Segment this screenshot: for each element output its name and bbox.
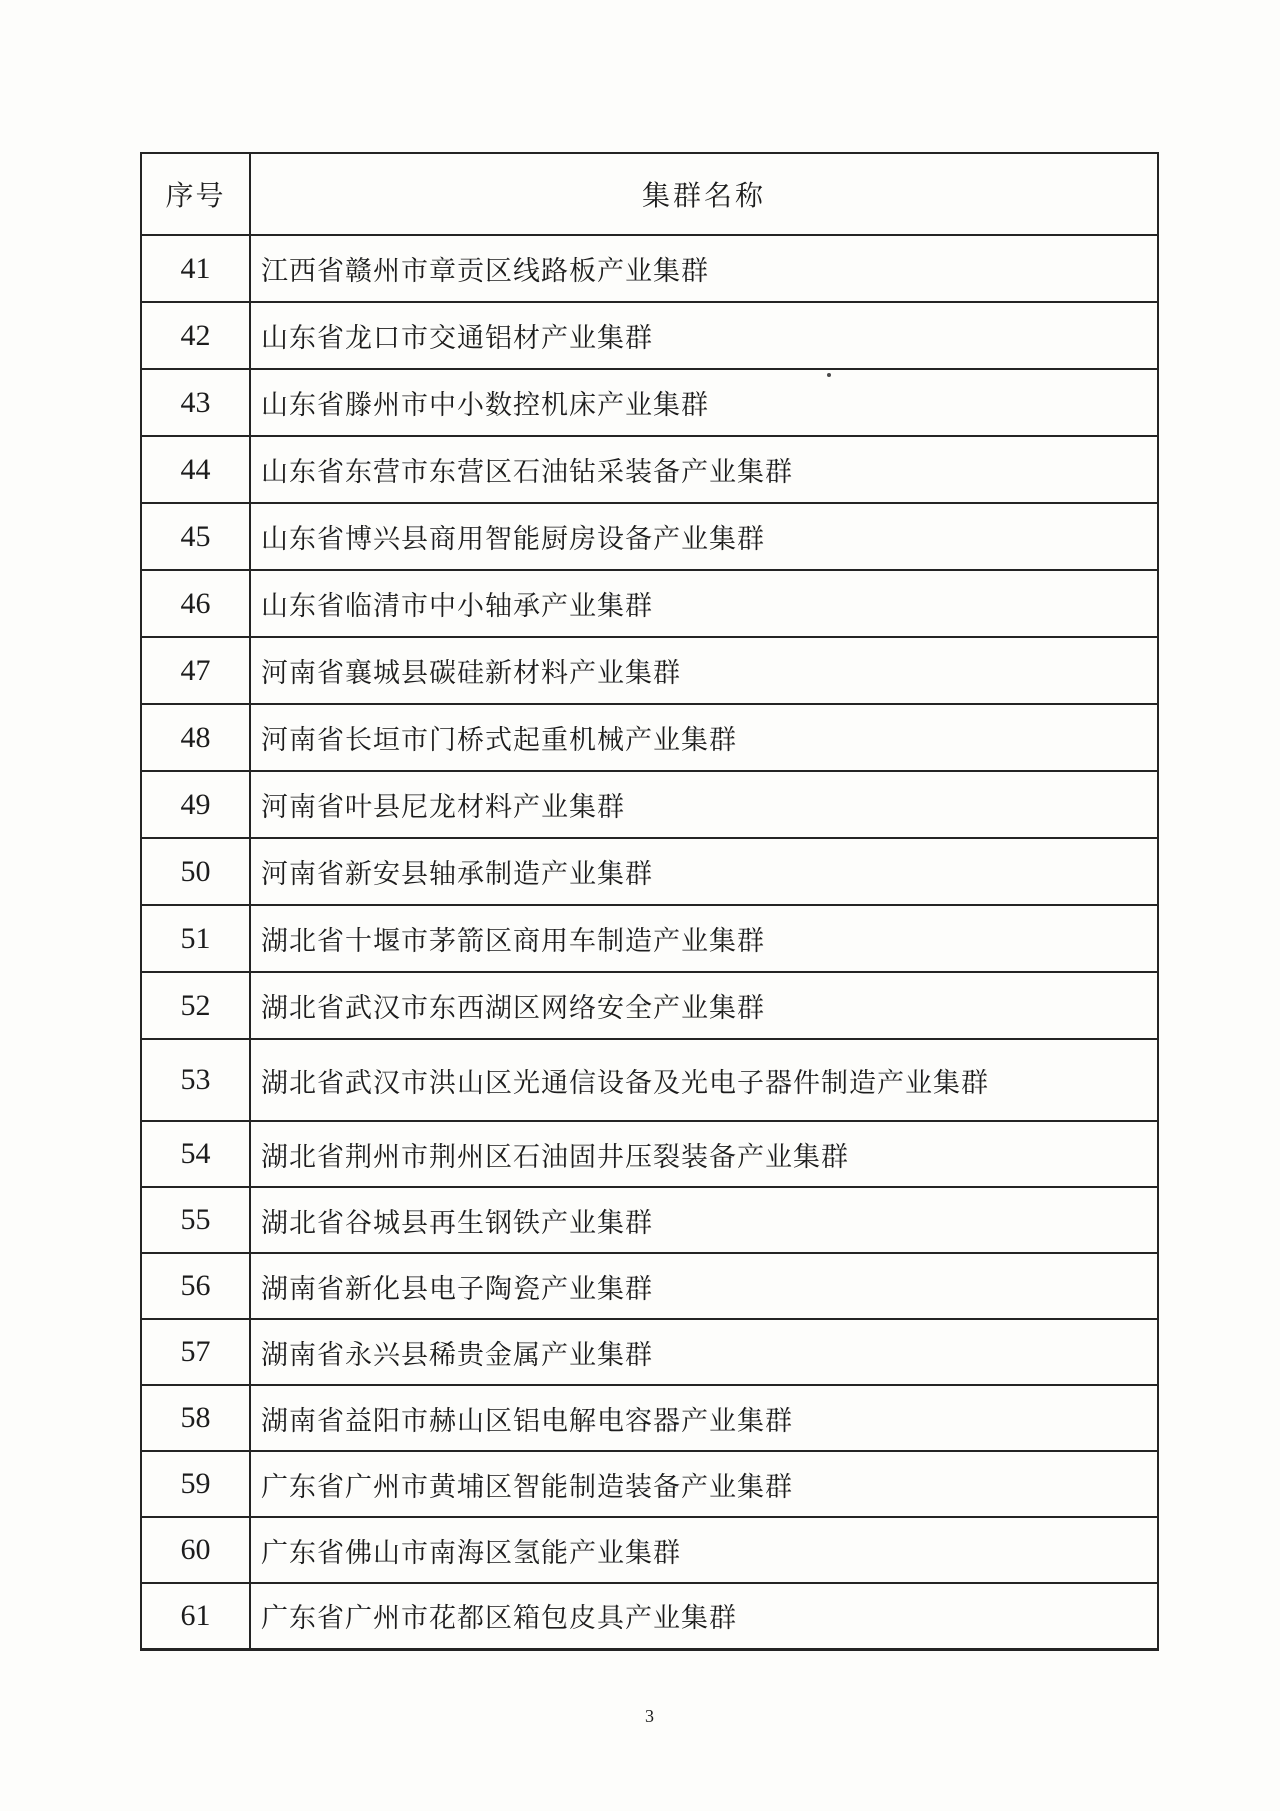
row-name: 广东省广州市花都区箱包皮具产业集群 xyxy=(250,1583,1158,1649)
header-name-label: 集群名称 xyxy=(250,153,1158,235)
row-name: 湖北省谷城县再生钢铁产业集群 xyxy=(250,1187,1158,1253)
row-name: 河南省长垣市门桥式起重机械产业集群 xyxy=(250,704,1158,771)
row-name: 山东省临清市中小轴承产业集群 xyxy=(250,570,1158,637)
row-name: 湖南省永兴县稀贵金属产业集群 xyxy=(250,1319,1158,1385)
row-name: 河南省新安县轴承制造产业集群 xyxy=(250,838,1158,905)
table-row xyxy=(141,1451,1158,1517)
table-row xyxy=(141,1583,1158,1649)
table-row xyxy=(141,302,1158,369)
table-row xyxy=(141,637,1158,704)
table-row xyxy=(141,369,1158,436)
row-name: 湖北省荆州市荆州区石油固井压裂装备产业集群 xyxy=(250,1121,1158,1187)
row-index: 55 xyxy=(141,1187,250,1253)
row-index: 61 xyxy=(141,1583,250,1649)
row-index: 49 xyxy=(141,771,250,838)
row-index: 46 xyxy=(141,570,250,637)
row-index: 54 xyxy=(141,1121,250,1187)
row-name: 广东省佛山市南海区氢能产业集群 xyxy=(250,1517,1158,1583)
table-row xyxy=(141,771,1158,838)
row-name: 湖北省十堰市茅箭区商用车制造产业集群 xyxy=(250,905,1158,972)
row-name: 山东省滕州市中小数控机床产业集群 xyxy=(250,369,1158,436)
row-index: 60 xyxy=(141,1517,250,1583)
row-index: 43 xyxy=(141,369,250,436)
table-row xyxy=(141,235,1158,302)
row-index: 50 xyxy=(141,838,250,905)
table-row xyxy=(141,1253,1158,1319)
table-row xyxy=(141,704,1158,771)
row-name: 广东省广州市黄埔区智能制造装备产业集群 xyxy=(250,1451,1158,1517)
row-index: 42 xyxy=(141,302,250,369)
table-row xyxy=(141,838,1158,905)
cluster-table xyxy=(140,152,1159,1651)
row-index: 56 xyxy=(141,1253,250,1319)
table-row xyxy=(141,503,1158,570)
row-name: 山东省龙口市交通铝材产业集群 xyxy=(250,302,1158,369)
row-name: 湖北省武汉市洪山区光通信设备及光电子器件制造产业集群 xyxy=(250,1039,1158,1121)
row-index: 48 xyxy=(141,704,250,771)
table-header-row xyxy=(141,153,1158,235)
table-row xyxy=(141,436,1158,503)
row-name: 湖北省武汉市东西湖区网络安全产业集群 xyxy=(250,972,1158,1039)
row-index: 59 xyxy=(141,1451,250,1517)
table-row xyxy=(141,1319,1158,1385)
table-row xyxy=(141,905,1158,972)
row-index: 47 xyxy=(141,637,250,704)
table-row xyxy=(141,1121,1158,1187)
row-name: 湖南省新化县电子陶瓷产业集群 xyxy=(250,1253,1158,1319)
table-row xyxy=(141,972,1158,1039)
header-index-label: 序号 xyxy=(141,153,250,235)
row-name: 河南省襄城县碳硅新材料产业集群 xyxy=(250,637,1158,704)
row-name: 江西省赣州市章贡区线路板产业集群 xyxy=(250,235,1158,302)
row-index: 51 xyxy=(141,905,250,972)
row-name: 河南省叶县尼龙材料产业集群 xyxy=(250,771,1158,838)
row-name: 山东省东营市东营区石油钻采装备产业集群 xyxy=(250,436,1158,503)
row-index: 53 xyxy=(141,1039,250,1121)
table-row xyxy=(141,1039,1158,1121)
row-name: 山东省博兴县商用智能厨房设备产业集群 xyxy=(250,503,1158,570)
row-index: 44 xyxy=(141,436,250,503)
table-row xyxy=(141,1385,1158,1451)
row-name: 湖南省益阳市赫山区铝电解电容器产业集群 xyxy=(250,1385,1158,1451)
row-index: 57 xyxy=(141,1319,250,1385)
row-index: 45 xyxy=(141,503,250,570)
table-row xyxy=(141,1187,1158,1253)
row-index: 52 xyxy=(141,972,250,1039)
table-row xyxy=(141,570,1158,637)
page-number: 3 xyxy=(645,1706,654,1726)
scan-speck xyxy=(827,373,831,377)
row-index: 58 xyxy=(141,1385,250,1451)
row-index: 41 xyxy=(141,235,250,302)
table-row xyxy=(141,1517,1158,1583)
